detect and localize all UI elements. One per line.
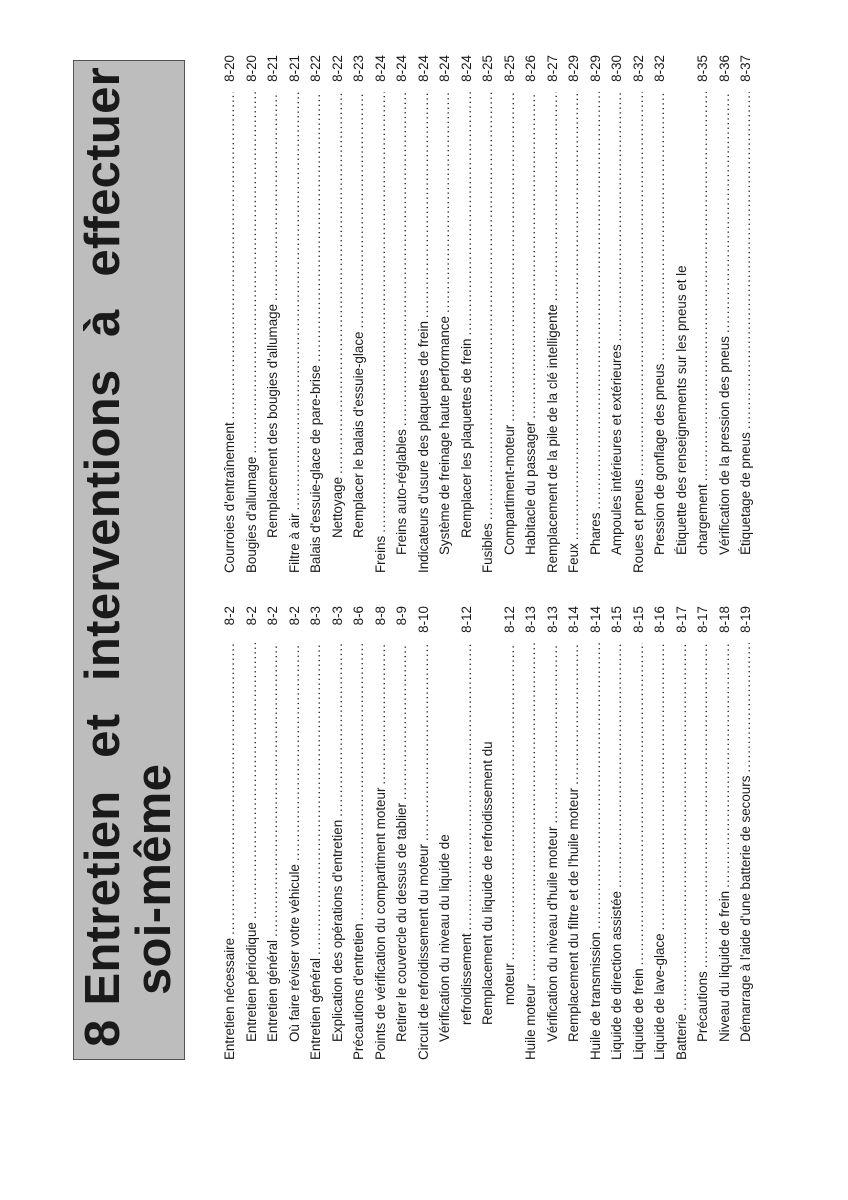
dot-leader <box>413 643 435 841</box>
toc-entry-text: Étiquette des renseignements sur les pneus et le <box>673 265 689 555</box>
dot-leader <box>456 92 478 336</box>
chapter-title-line-1 <box>78 67 129 1047</box>
dot-leader <box>241 92 263 454</box>
toc-page-number: 8-35 <box>695 55 710 82</box>
toc-page-number: 8-2 <box>222 606 237 626</box>
toc-entry-text: Vérification du niveau d'huile moteur <box>544 826 560 1042</box>
toc-page-number: 8-18 <box>716 606 732 633</box>
toc-page-number: 8-10 <box>415 606 431 633</box>
chapter-title-word: interventions <box>76 369 130 682</box>
toc-entry[interactable] <box>413 606 435 1060</box>
toc-entry-text: Pression de gonflage des pneus <box>652 363 667 555</box>
toc-entry[interactable] <box>477 606 520 1060</box>
dot-leader <box>563 643 585 785</box>
toc-entry-text: Entretien nécessaire <box>222 937 237 1060</box>
toc-entry[interactable] <box>262 606 284 1060</box>
toc-page-number: 8-15 <box>609 606 624 633</box>
dot-leader <box>606 92 628 341</box>
dot-leader <box>434 92 456 313</box>
toc-entry-text: moteur <box>501 963 517 1005</box>
toc-page-number: 8-24 <box>437 55 452 82</box>
toc-entry[interactable] <box>606 606 628 1060</box>
toc-page-number: 8-14 <box>566 606 581 633</box>
dot-leader <box>585 92 607 510</box>
toc-page-number: 8-22 <box>329 55 345 82</box>
dot-leader <box>735 92 757 429</box>
dot-leader <box>327 92 349 474</box>
chapter-title-word: et <box>76 713 130 758</box>
toc-page-number: 8-36 <box>716 55 732 82</box>
toc-entry-text: Feux <box>566 543 581 573</box>
toc-page-number: 8-37 <box>738 55 753 82</box>
toc-entry[interactable] <box>370 55 392 573</box>
toc-entry-text: Retirer le couvercle du dessus de tablier <box>394 803 409 1042</box>
toc-entry-text: chargement <box>695 484 710 555</box>
toc-page-number: 8-12 <box>501 606 517 633</box>
dot-leader <box>520 92 542 419</box>
toc-entry-text: Remplacement des bougies d'allumage <box>265 303 280 538</box>
toc-page-number: 8-25 <box>480 55 495 82</box>
toc-entry-text: Remplacer les plaquettes de frein <box>458 338 474 538</box>
toc-entry-text: Phares <box>587 512 603 555</box>
toc-entry[interactable] <box>735 55 757 573</box>
toc-entry-text: Niveau du liquide de frein <box>716 890 732 1042</box>
dot-leader <box>284 92 306 510</box>
dot-leader <box>305 92 327 362</box>
toc-entry[interactable] <box>735 606 757 1060</box>
toc-entry-text: Ampoules intérieures et extérieures <box>609 344 624 555</box>
toc-entry-text: Liquide de lave-glace <box>652 933 667 1060</box>
toc-entry[interactable] <box>391 606 413 1060</box>
dot-leader <box>520 643 542 981</box>
dot-leader <box>606 643 628 888</box>
toc-entry-text: Démarrage à l'aide d'une batterie de secours <box>738 775 753 1042</box>
toc-entry[interactable] <box>542 55 564 573</box>
toc-entry-text: refroidissement <box>458 933 474 1025</box>
toc-entry-line <box>456 606 478 1060</box>
toc-entry[interactable] <box>305 55 327 573</box>
toc-entry-text: Bougies d'allumage <box>243 456 259 573</box>
toc-entry-text: Circuit de refroidissement du moteur <box>415 844 431 1060</box>
toc-page-number: 8-20 <box>222 55 237 82</box>
toc-page-number: 8-13 <box>544 606 560 633</box>
toc-entry-text: Huile moteur <box>523 984 538 1060</box>
toc-page-number: 8-3 <box>329 606 345 626</box>
toc-entry-text: Remplacement de la pile de la clé intelligente <box>544 304 560 573</box>
dot-leader <box>499 643 521 960</box>
toc-entry[interactable] <box>649 606 671 1060</box>
toc-page-number: 8-2 <box>243 606 259 626</box>
toc-entry-text: Balais d'essuie-glace de pare-brise <box>308 365 323 573</box>
toc-entry-text: Freins <box>372 535 388 573</box>
toc-entry-text: Freins auto-réglables <box>394 429 409 555</box>
toc-entry[interactable] <box>284 55 306 573</box>
dot-leader <box>542 92 564 301</box>
toc-entry-text: Explication des opérations d'entretien <box>329 819 345 1042</box>
toc-page-number: 8-24 <box>458 55 474 82</box>
toc-entry-text: Entretien général <box>265 940 280 1042</box>
toc-entry-text: Indicateurs d'usure des plaquettes de frein <box>415 321 431 573</box>
dot-leader <box>391 643 413 800</box>
toc-entry[interactable] <box>241 606 263 1060</box>
toc-entry[interactable] <box>606 55 628 573</box>
toc-page-number: 8-32 <box>630 55 646 82</box>
toc-entry-text: Huile de transmission <box>587 931 603 1060</box>
toc-entry-text: Étiquetage de pneus <box>738 432 753 555</box>
toc-entry-text: Précautions d'entretien <box>351 923 366 1060</box>
chapter-title-line-2: soi-même <box>127 763 181 995</box>
toc-entry-text: Vérification du niveau du liquide de <box>437 834 452 1042</box>
toc-entry[interactable] <box>628 606 650 1060</box>
toc-entry-text: Batterie <box>673 1013 689 1060</box>
toc-entry[interactable] <box>456 55 478 573</box>
toc-entry-text: Précautions <box>695 971 710 1042</box>
toc-page-number: 8-24 <box>394 55 409 82</box>
chapter-title-word: à <box>76 309 130 337</box>
toc-page-number: 8-8 <box>372 606 388 626</box>
dot-leader <box>628 643 650 965</box>
toc-page-number: 8-3 <box>308 606 323 626</box>
dot-leader <box>370 643 392 785</box>
toc-entry[interactable] <box>262 55 284 573</box>
dot-leader <box>348 92 370 329</box>
chapter-title <box>78 67 180 1047</box>
dot-leader <box>391 92 413 426</box>
toc-page-number: 8-24 <box>415 55 431 82</box>
dot-leader <box>542 643 564 824</box>
toc-entry[interactable] <box>714 55 736 573</box>
toc-entry-text: Où faire réviser votre véhicule <box>286 864 302 1042</box>
toc-entry-text: Système de freinage haute performance <box>437 316 452 555</box>
toc-page-number: 8-12 <box>458 606 474 633</box>
dot-leader <box>628 92 650 476</box>
dot-leader <box>477 92 499 520</box>
toc-entry-text: Habitacle du passager <box>523 421 538 555</box>
toc-entry-text: Entretien général <box>308 958 323 1060</box>
toc-page-number: 8-2 <box>286 606 302 626</box>
toc-entry[interactable] <box>348 55 370 573</box>
dot-leader <box>649 643 671 930</box>
toc-page-number: 8-21 <box>286 55 302 82</box>
toc-page-number: 8-23 <box>351 55 366 82</box>
dot-leader <box>692 92 714 481</box>
chapter-title-box <box>73 60 185 1060</box>
toc-left-column <box>219 606 757 1060</box>
dot-leader <box>563 92 585 540</box>
dot-leader <box>499 92 521 422</box>
toc-page-number: 8-32 <box>652 55 667 82</box>
toc-page-number: 8-24 <box>372 55 388 82</box>
toc-entry-text: Fusibles <box>480 523 495 573</box>
toc-entry-text: Remplacement du filtre et de l'huile moteur <box>566 787 581 1042</box>
toc-page-number: 8-15 <box>630 606 646 633</box>
toc-page-number: 8-20 <box>243 55 259 82</box>
toc-page-number: 8-6 <box>351 606 366 626</box>
toc-entry[interactable] <box>671 606 693 1060</box>
toc-page-number: 8-29 <box>587 55 603 82</box>
toc-entry[interactable] <box>284 606 306 1060</box>
toc-entry-text: Compartiment-moteur <box>501 424 517 555</box>
toc-page-number: 8-27 <box>544 55 560 82</box>
dot-leader <box>714 643 736 888</box>
dot-leader <box>262 92 284 301</box>
toc-page-number: 8-21 <box>265 55 280 82</box>
toc-entry-text: Points de vérification du compartiment moteur <box>372 787 388 1060</box>
toc-entry[interactable] <box>241 55 263 573</box>
toc-entry[interactable] <box>434 55 456 573</box>
toc-entry[interactable] <box>348 606 370 1060</box>
toc-entry[interactable] <box>563 55 585 573</box>
toc-entry[interactable] <box>413 55 435 573</box>
chapter-title-word: effectuer <box>76 67 130 277</box>
toc-entry[interactable] <box>219 55 241 573</box>
toc-entry[interactable] <box>628 55 650 573</box>
toc-entry[interactable] <box>520 606 542 1060</box>
toc-entry[interactable] <box>499 55 521 573</box>
toc-page-number: 8-14 <box>587 606 603 633</box>
dot-leader <box>241 643 263 919</box>
toc-entry[interactable] <box>370 606 392 1060</box>
toc-entry[interactable] <box>327 606 349 1060</box>
toc-page-number: 8-2 <box>265 606 280 626</box>
toc-entry-line <box>499 606 521 1060</box>
toc-page-number: 8-19 <box>738 606 753 633</box>
toc-page-number: 8-25 <box>501 55 517 82</box>
toc-entry-text: Remplacement du liquide de refroidissement du <box>480 741 495 1025</box>
dot-leader <box>219 92 241 419</box>
toc-entry-text: Liquide de frein <box>630 968 646 1060</box>
toc-entry[interactable] <box>391 55 413 573</box>
toc-entry[interactable] <box>542 606 564 1060</box>
dot-leader <box>456 643 478 930</box>
dot-leader <box>413 92 435 318</box>
toc-page-number: 8-13 <box>523 606 538 633</box>
toc-entry[interactable] <box>305 606 327 1060</box>
toc-page-number: 8-22 <box>308 55 323 82</box>
toc-right-column <box>219 55 757 573</box>
dot-leader <box>284 643 306 861</box>
toc-entry-text: Courroies d'entraînement <box>222 422 237 573</box>
toc-entry-line <box>692 55 714 573</box>
toc-page-number: 8-30 <box>609 55 624 82</box>
toc-entry[interactable] <box>714 606 736 1060</box>
dot-leader <box>649 92 671 361</box>
dot-leader <box>327 643 349 817</box>
toc-entry-text: Roues et pneus <box>630 479 646 573</box>
dot-leader <box>305 643 327 955</box>
toc-entry-text: Vérification de la pression des pneus <box>716 336 732 555</box>
dot-leader <box>714 92 736 333</box>
dot-leader <box>348 643 370 920</box>
toc-entry-line <box>477 606 499 1060</box>
toc-entry-text: Remplacer le balais d'essuie-glace <box>351 331 366 538</box>
toc-entry-text: Liquide de direction assistée <box>609 891 624 1060</box>
dot-leader <box>692 643 714 968</box>
toc-entry[interactable] <box>219 606 241 1060</box>
toc-entry[interactable] <box>649 55 671 573</box>
toc-entry-line <box>671 55 693 573</box>
dot-leader <box>585 643 607 929</box>
toc-page-number: 8-17 <box>695 606 710 633</box>
chapter-title-word: 8 Entretien <box>76 790 130 1047</box>
dot-leader <box>370 92 392 533</box>
toc-entry[interactable] <box>520 55 542 573</box>
toc-entry-text: Entretien périodique <box>243 922 259 1042</box>
toc-entry[interactable] <box>477 55 499 573</box>
toc-page-number: 8-9 <box>394 606 409 626</box>
toc-entry[interactable] <box>434 606 477 1060</box>
toc-entry[interactable] <box>692 606 714 1060</box>
toc-entry[interactable] <box>327 55 349 573</box>
toc-page-number: 8-16 <box>652 606 667 633</box>
toc-entry[interactable] <box>585 55 607 573</box>
toc-page-number: 8-29 <box>566 55 581 82</box>
toc-entry[interactable] <box>585 606 607 1060</box>
toc-entry-text: Filtre à air <box>286 513 302 573</box>
dot-leader <box>671 643 693 1011</box>
toc-page-number: 8-17 <box>673 606 689 633</box>
dot-leader <box>219 643 241 935</box>
toc-entry[interactable] <box>671 55 714 573</box>
toc-entry-text: Nettoyage <box>329 476 345 538</box>
dot-leader <box>735 643 757 773</box>
toc-entry-line <box>434 606 456 1060</box>
toc-page-number: 8-26 <box>523 55 538 82</box>
dot-leader <box>262 643 284 937</box>
toc-entry[interactable] <box>563 606 585 1060</box>
